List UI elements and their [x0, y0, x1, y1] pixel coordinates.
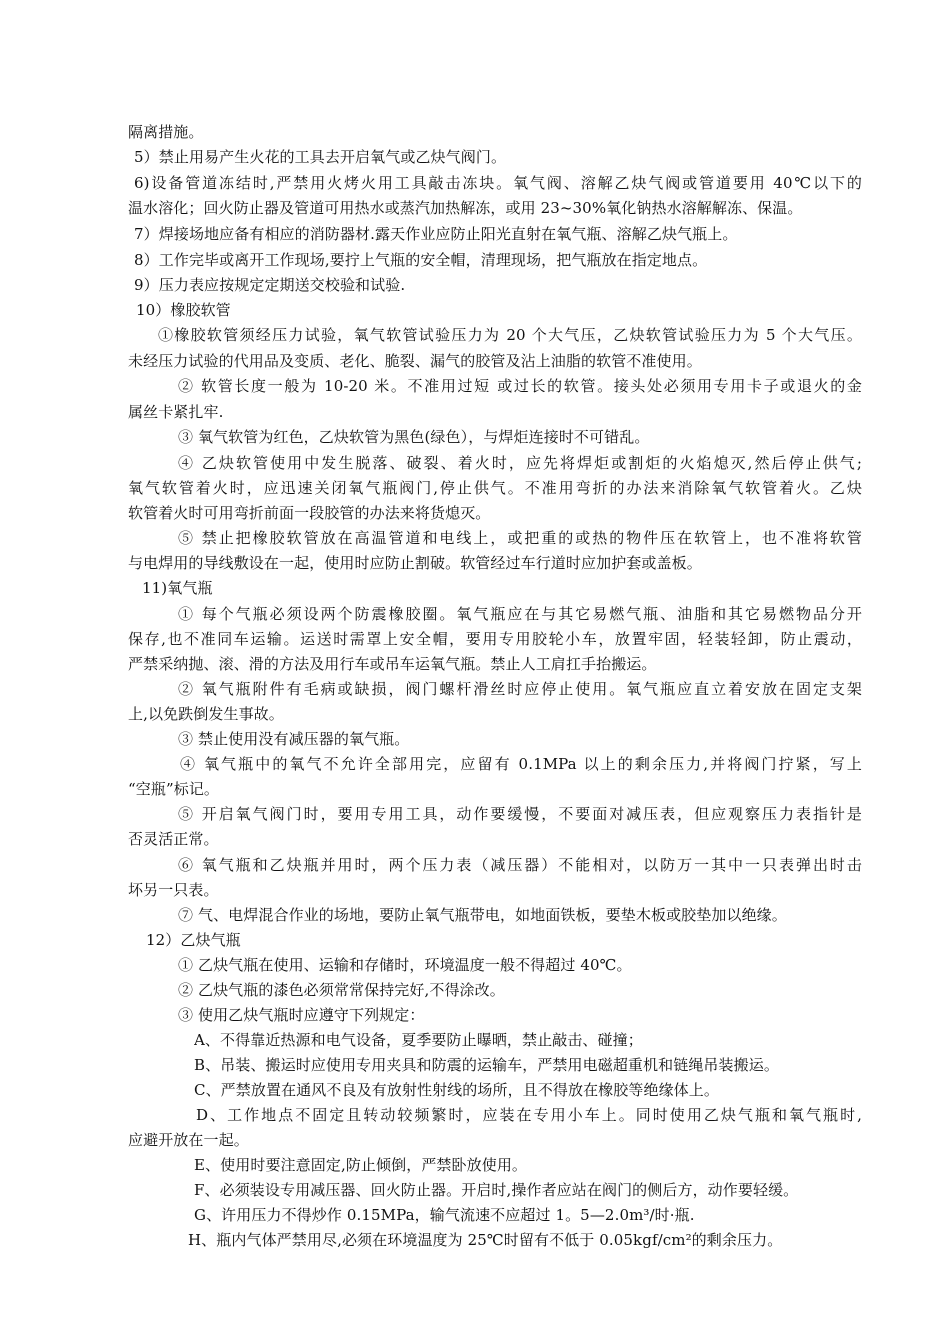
text-line: 应避开放在一起。: [128, 1131, 249, 1149]
text-line: 严禁采纳抛、滚、滑的方法及用行车或吊车运氧气瓶。禁止人工肩扛手抬搬运。: [128, 655, 657, 673]
text-line: ⑦ 气、电焊混合作业的场地，要防止氧气瓶带电，如地面铁板，要垫木板或胶垫加以绝缘。: [178, 906, 787, 924]
text-line: H、瓶内气体严禁用尽,必须在环境温度为 25℃时留有不低于 0.05kgf/cm²的剩余压力。: [188, 1231, 783, 1249]
text-line: A、不得靠近热源和电气设备，夏季要防止曝晒，禁止敲击、碰撞；: [194, 1031, 643, 1049]
text-line: ⑤ 禁止把橡胶软管放在高温管道和电线上，或把重的或热的物件压在软管上，也不准将软管: [178, 529, 862, 547]
text-line: 氧气软管着火时，应迅速关闭氧气瓶阀门,停止供气。不准用弯折的办法来消除氧气软管着火。乙炔: [128, 479, 862, 497]
text-line: ② 乙炔气瓶的漆色必须常常保持完好,不得涂改。: [178, 981, 505, 999]
text-line: ③ 使用乙炔气瓶时应遵守下列规定：: [178, 1006, 425, 1024]
text-line: 7）焊接场地应备有相应的消防器材.露天作业应防止阳光直射在氧气瓶、溶解乙炔气瓶上。: [134, 225, 738, 243]
text-line: 坏另一只表。: [128, 881, 219, 899]
text-line: E、使用时要注意固定,防止倾倒，严禁卧放使用。: [194, 1156, 528, 1174]
text-line: ② 软管长度一般为 10-20 米。不准用过短 或过长的软管。接头处必须用专用卡子或退火的金: [178, 377, 862, 395]
text-line: 上,以免跌倒发生事故。: [128, 705, 284, 723]
text-line: 8）工作完毕或离开工作现场,要拧上气瓶的安全帽，清理现场，把气瓶放在指定地点。: [134, 251, 708, 269]
text-line: 与电焊用的导线敷设在一起，使用时应防止割破。软管经过车行道时应加护套或盖板。: [128, 554, 702, 572]
text-line: F、必须装设专用减压器、回火防止器。开启时,操作者应站在阀门的侧后方，动作要轻缓。: [194, 1181, 799, 1199]
text-line: ① 乙炔气瓶在使用、运输和存储时，环境温度一般不得超过 40℃。: [178, 956, 632, 974]
text-line: “空瓶”标记。: [128, 780, 220, 798]
text-line: 9）压力表应按规定定期送交校验和试验.: [134, 276, 406, 294]
text-line: ① 每个气瓶必须设两个防震橡胶圈。氧气瓶应在与其它易燃气瓶、油脂和其它易燃物品分开: [178, 605, 862, 623]
text-line: ③ 氧气软管为红色，乙炔软管为黑色(绿色），与焊炬连接时不可错乱。: [178, 428, 650, 446]
text-line: ③ 禁止使用没有减压器的氧气瓶。: [178, 730, 410, 748]
text-line: 属丝卡紧扎牢.: [128, 403, 224, 421]
text-line: ④ 氧气瓶中的氧气不允许全部用完，应留有 0.1MPa 以上的剩余压力,并将阀门拧紧，写上: [180, 755, 862, 773]
section-heading: 10）橡胶软管: [136, 301, 231, 319]
text-line: 温水溶化；回火防止器及管道可用热水或蒸汽加热解冻，或用 23~30%氧化钠热水溶解解冻、保温。: [128, 199, 803, 217]
text-line: G、许用压力不得炒作 0.15MPa，输气流速不应超过 1。5—2.0m³/时·瓶.: [194, 1206, 695, 1224]
text-line: 软管着火时可用弯折前面一段胶管的办法来将货熄灭。: [128, 504, 491, 522]
section-heading: 11)氧气瓶: [142, 579, 213, 597]
text-line: 隔离措施。: [128, 123, 204, 141]
text-line: 保存,也不准同车运输。运送时需罩上安全帽，要用专用胶轮小车，放置牢固，轻装轻卸，防止震动，: [128, 630, 862, 648]
text-line: B、吊装、搬运时应使用专用夹具和防震的运输车，严禁用电磁超重机和链绳吊装搬运。: [194, 1056, 779, 1074]
text-line: ④ 乙炔软管使用中发生脱落、破裂、着火时，应先将焊炬或割炬的火焰熄灭,然后停止供气;: [178, 454, 862, 472]
text-line: C、严禁放置在通风不良及有放射性射线的场所，且不得放在橡胶等绝缘体上。: [194, 1081, 719, 1099]
text-line: 5）禁止用易产生火花的工具去开启氧气或乙炔气阀门。: [134, 148, 507, 166]
section-heading: 12）乙炔气瓶: [146, 931, 241, 949]
text-line: ② 氧气瓶附件有毛病或缺损，阀门螺杆滑丝时应停止使用。氧气瓶应直立着安放在固定支架: [178, 680, 862, 698]
text-line: 否灵活正常。: [128, 830, 219, 848]
text-line: ⑤ 开启氧气阀门时，要用专用工具，动作要缓慢，不要面对减压表，但应观察压力表指针是: [178, 805, 862, 823]
text-line: ⑥ 氧气瓶和乙炔瓶并用时，两个压力表（减压器）不能相对，以防万一其中一只表弹出时击: [178, 856, 862, 874]
text-line: ①橡胶软管须经压力试验，氧气软管试验压力为 20 个大气压，乙炔软管试验压力为 5 个大气压。: [158, 326, 862, 344]
text-line: 6)设备管道冻结时,严禁用火烤火用工具敲击冻块。氧气阀、溶解乙炔气阀或管道要用 40℃以下的: [134, 174, 862, 192]
text-line: 未经压力试验的代用品及变质、老化、脆裂、漏气的胶管及沾上油脂的软管不准使用。: [128, 352, 702, 370]
text-line: D、工作地点不固定且转动较频繁时，应装在专用小车上。同时使用乙炔气瓶和氧气瓶时,: [196, 1106, 862, 1124]
